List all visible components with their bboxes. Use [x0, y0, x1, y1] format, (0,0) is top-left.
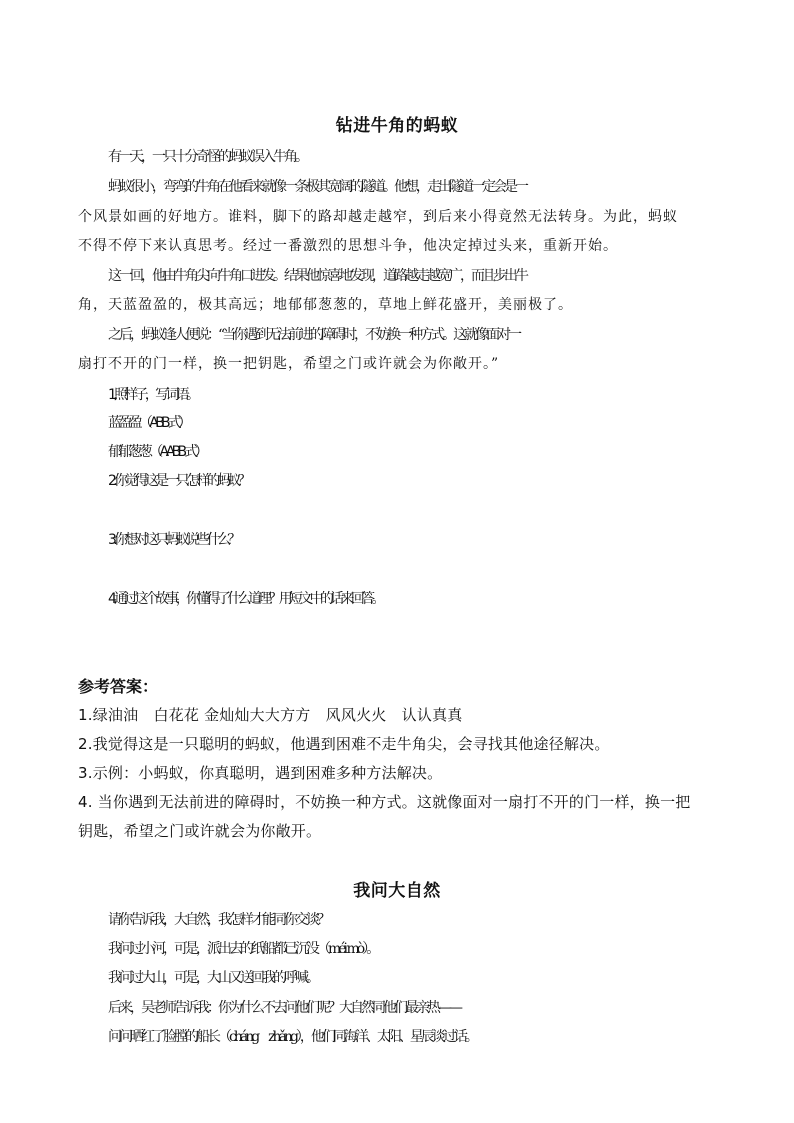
story1-line: 个风景如画的好地方。谁料，脚下的路却越走越窄，到后来小得竟然无法转身。为此，蚂蚁 — [78, 209, 678, 225]
story1-line: 蚂蚁很小，弯弯的牛角在他看来就像一条极其宽阔的隧道。他想，走出隧道一定会是一 — [108, 179, 526, 195]
question-4: 4.通过这个故事，你懂得了什么道理？用短文中的话来回答。 — [108, 591, 382, 607]
answer-3: 3.示例：小蚂蚁，你真聪明，遇到困难多种方法解决。 — [78, 764, 443, 782]
story1-line: 这一回，他由牛角尖向牛角口进发。结果他惊喜地发现，道路越走越宽广，而且步出牛 — [108, 268, 526, 284]
answer-2: 2.我觉得这是一只聪明的蚂蚁，他遇到困难不走牛角尖，会寻找其他途径解决。 — [78, 735, 610, 753]
story1-line: 之后，蚂蚁逢人便说：“当你遇到无法前进的障碍时，不妨换一种方式。这就像面对一 — [108, 327, 520, 343]
question-1: 1.照样子，写词语。 — [108, 387, 197, 403]
story2-line: 我问过大山，可是，大山又送回我的呼喊。 — [108, 970, 317, 986]
question-3: 3.你想对这只蚂蚁说些什么？ — [108, 532, 238, 548]
story1-line: 有一天，一只十分奇怪的蚂蚁误入牛角。 — [108, 149, 306, 165]
answer-1: 1.绿油油 白花花 金灿灿大大方方 风风火火 认认真真 — [78, 706, 463, 724]
story2-title: 我问大自然 — [353, 881, 441, 901]
story2-line: 后来，吴老师告诉我：你为什么不去问他们呢？大自然同他们最亲热—— — [108, 1000, 460, 1016]
story1-line: 角，天蓝盈盈的，极其高远；地郁郁葱葱的，草地上鲜花盛开，美丽极了。 — [78, 297, 573, 313]
story2-line: 请你告诉我，大自然，我怎样才能同你交谈？ — [108, 912, 328, 928]
answer-4-line1: 4. 当你遇到无法前进的障碍时，不妨换一种方式。这就像面对一扇打不开的门一样，换一把 — [78, 793, 691, 811]
story2-line: 我问过小河，可是，派出去的纸船都已沉没（méi mò）。 — [108, 941, 378, 957]
story2-line: 问问晒红了脸膛的船长（cháng zhǎng），他们同海洋、太阳、星辰谈过话。 — [108, 1029, 476, 1045]
answer-4-line2: 钥匙，希望之门或许就会为你敞开。 — [78, 822, 322, 840]
question-2: 2.你觉得这是一只怎样的蚂蚁？ — [108, 473, 248, 489]
story1-title: 钻进牛角的蚂蚁 — [335, 116, 459, 136]
story1-line: 不得不停下来认真思考。经过一番激烈的思想斗争，他决定掉过头来，重新开始。 — [78, 238, 618, 254]
question-1a: 蓝盈盈（ABB 式） — [108, 415, 189, 431]
answers-heading: 参考答案： — [78, 677, 159, 696]
question-1b: 郁郁葱葱（AABB 式） — [108, 444, 205, 460]
story1-line: 扇打不开的门一样，换一把钥匙，希望之门或许就会为你敞开。” — [78, 356, 500, 372]
